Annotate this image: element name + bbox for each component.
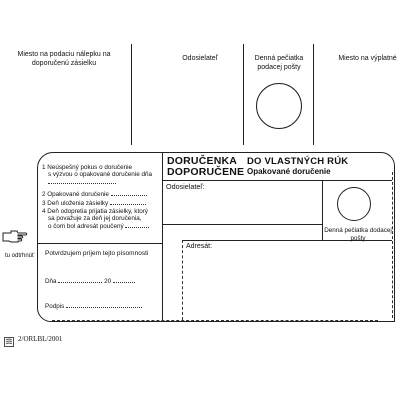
pointing-hand-icon [2, 230, 28, 244]
divider [38, 243, 162, 244]
repeat-delivery-label: Opakované doručenie [247, 167, 331, 176]
signature-field [45, 302, 142, 311]
date-field [45, 277, 135, 286]
divider [162, 153, 163, 320]
list-item-cont: o čom bol adresát poučený [48, 222, 149, 231]
list-item-cont: s výzvou o opakované doručenie dňa [48, 171, 152, 178]
signature-dotted-line [66, 302, 142, 308]
own-hands-title: DO VLASTNÝCH RÚK [247, 156, 349, 167]
card-sender-label: Odosielateľ: [166, 182, 205, 191]
label-sticker-area: Miesto na podaciu nálepku na doporučenú zásielku [17, 51, 111, 67]
year-prefix: 20 [104, 278, 112, 285]
date-label: Dňa [45, 278, 57, 285]
signature-label: Podpis [45, 303, 65, 310]
delivery-stamp-circle [337, 187, 371, 221]
divider [313, 44, 314, 145]
posting-stamp-label: Denná pečiatka podacej pošty [254, 55, 304, 71]
divider [131, 44, 132, 145]
list-item: 4 Deň odopretia prijatia zásielky, ktorý [42, 208, 148, 215]
posting-stamp-circle [256, 83, 302, 129]
perforation-right [392, 172, 393, 318]
receipt-title [167, 156, 244, 178]
list-item: 3 Deň uloženia zásielky [42, 199, 146, 208]
receipt-title-line1: DORUČENKA [167, 155, 238, 167]
perforation-bottom [52, 320, 378, 321]
date-dotted-line [58, 277, 102, 283]
list-item: 1 Neúspešný pokus o doručenie [42, 164, 132, 171]
addressee-label: Adresát: [186, 243, 213, 250]
list-item-cont: sa považuje za deň jej doručenia, [48, 215, 142, 222]
tear-here-label: tu odtrhnúť [5, 253, 35, 259]
divider [182, 240, 183, 320]
divider [162, 180, 392, 181]
divider [162, 224, 322, 225]
dotted-line [48, 178, 116, 187]
postage-area-label: Miesto na výplatné [338, 55, 397, 62]
form-code: 2/ORLBL/2001 [18, 335, 63, 343]
sender-area-label: Odosielateľ [182, 55, 218, 62]
receipt-title-line2: DOPORUČENE [167, 166, 245, 178]
list-item: 2 Opakované doručenie [42, 190, 147, 199]
receipt-confirmation: Potvrdzujem príjem tejto písomnosti [45, 250, 149, 257]
year-dotted-line [113, 277, 135, 283]
delivery-stamp-label: Denná pečiatka dodacej pošty [324, 227, 392, 242]
post-logo-icon [4, 334, 14, 344]
delivery-attempts-list [42, 164, 160, 242]
